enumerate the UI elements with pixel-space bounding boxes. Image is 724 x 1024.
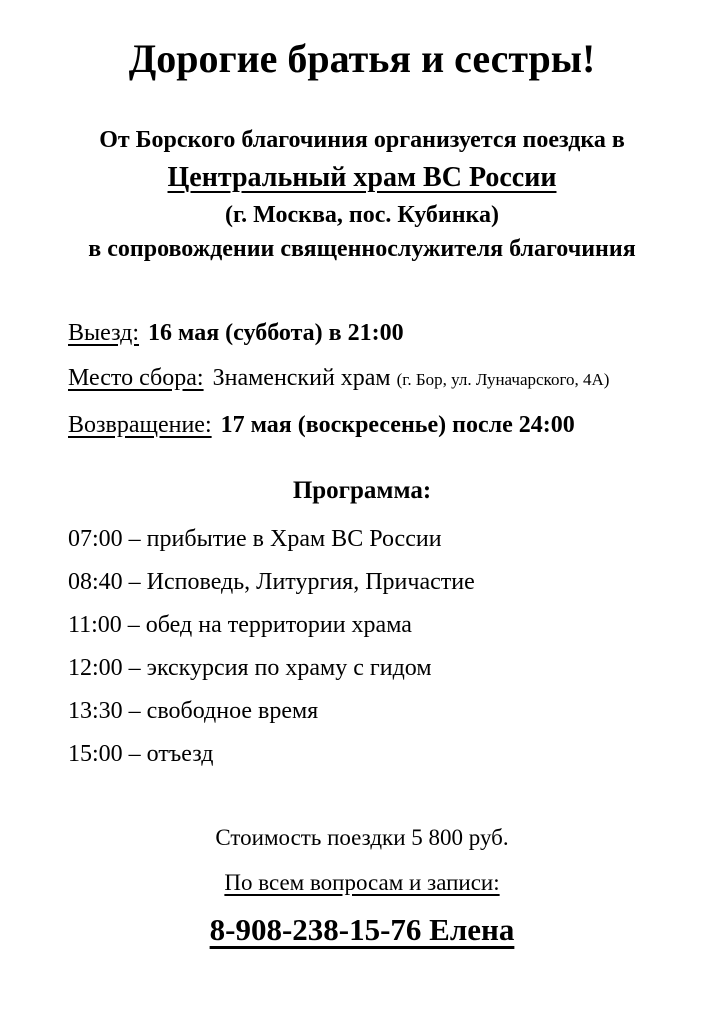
program-heading: Программа: [292, 477, 432, 504]
meeting-place-row [68, 363, 694, 395]
footer-section [0, 822, 724, 950]
return-label: Возвращение: [68, 412, 212, 438]
meeting-place-address-note: (г. Бор, ул. Луначарского, 4А) [396, 370, 610, 389]
contact-label-text: По всем вопросам и записи: [224, 870, 500, 895]
program-item-3: 11:00 – обед на территории храма [68, 612, 412, 638]
return-value: 17 мая (воскресенье) после 24:00 [220, 412, 575, 438]
departure-label: Выезд: [68, 320, 140, 346]
phone-line [0, 910, 724, 950]
destination-heading [0, 158, 724, 198]
departure-row [68, 318, 694, 348]
departure-value: 16 мая (суббота) в 21:00 [148, 320, 404, 346]
page-title: Дорогие братья и сестры! [128, 36, 596, 81]
contact-label-line [0, 868, 724, 898]
program-item-2: 08:40 – Исповедь, Литургия, Причастие [68, 569, 475, 595]
program-item-5: 13:30 – свободное время [68, 698, 319, 724]
program-list [0, 518, 724, 776]
trip-details-section [0, 318, 724, 440]
price-line: Стоимость поездки 5 800 руб. [215, 825, 509, 850]
return-row [68, 410, 694, 440]
destination-location: (г. Москва, пос. Кубинка) [224, 202, 500, 228]
intro-organizer-line: От Борского благочиния организуется поездка в [99, 127, 625, 153]
program-item-4: 12:00 – экскурсия по храму с гидом [68, 655, 432, 681]
phone-number: 8-908-238-15-76 Елена [209, 912, 515, 947]
meeting-place-label: Место сбора: [68, 365, 204, 391]
program-item-6: 15:00 – отъезд [68, 741, 214, 767]
destination-heading-text: Центральный храм ВС России [167, 162, 557, 193]
intro-section [0, 122, 724, 266]
program-item-1: 07:00 – прибытие в Храм ВС России [68, 526, 442, 552]
escort-line: в сопровождении священнослужителя благочиния [88, 236, 636, 262]
meeting-place-value: Знаменский храм [212, 365, 391, 391]
